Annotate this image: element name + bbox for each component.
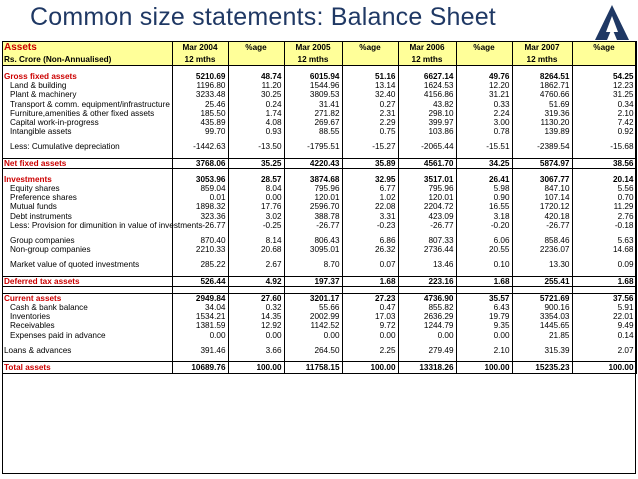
row-value: 7.42 bbox=[572, 118, 636, 127]
row-value: 35.89 bbox=[342, 158, 398, 168]
row-value: 2002.99 bbox=[284, 312, 342, 321]
row-value: 1381.59 bbox=[172, 321, 228, 330]
row-value: 12.92 bbox=[228, 321, 284, 330]
section-row bbox=[2, 158, 636, 168]
table-row bbox=[2, 303, 636, 312]
row-value: 35.25 bbox=[228, 158, 284, 168]
row-value: 315.39 bbox=[512, 346, 572, 355]
row-value: 1244.79 bbox=[398, 321, 456, 330]
row-value: 3.66 bbox=[228, 346, 284, 355]
row-label: Furniture,amenities & other fixed assets bbox=[2, 109, 172, 118]
row-value: 11.20 bbox=[228, 81, 284, 90]
row-value: 1534.21 bbox=[172, 312, 228, 321]
row-value: 0.75 bbox=[342, 127, 398, 136]
row-label: Land & building bbox=[2, 81, 172, 90]
row-value: 795.96 bbox=[398, 184, 456, 193]
row-value: 10689.76 bbox=[172, 362, 228, 374]
row-value: 48.74 bbox=[228, 72, 284, 81]
table-row bbox=[2, 118, 636, 127]
row-value: 0.32 bbox=[228, 303, 284, 312]
row-value: 25.46 bbox=[172, 100, 228, 109]
row-value: 17.76 bbox=[228, 202, 284, 211]
spacer-cell bbox=[398, 286, 456, 293]
table-row bbox=[2, 109, 636, 118]
row-value: 255.41 bbox=[512, 276, 572, 286]
header-col: %age bbox=[572, 41, 636, 54]
row-value: 870.40 bbox=[172, 236, 228, 245]
row-value: 12.23 bbox=[572, 81, 636, 90]
row-value: 420.18 bbox=[512, 212, 572, 221]
row-value: 20.68 bbox=[228, 245, 284, 254]
table-row bbox=[2, 142, 636, 151]
row-value: -13.50 bbox=[228, 142, 284, 151]
row-value: 1142.52 bbox=[284, 321, 342, 330]
page-title: Common size statements: Balance Sheet bbox=[30, 3, 496, 31]
row-value: 26.41 bbox=[456, 175, 512, 184]
balance-sheet-table bbox=[2, 41, 637, 374]
row-value: 0.01 bbox=[172, 193, 228, 202]
row-value: -26.77 bbox=[284, 221, 342, 230]
row-value: 2736.44 bbox=[398, 245, 456, 254]
row-value: 9.35 bbox=[456, 321, 512, 330]
row-value: 2.24 bbox=[456, 109, 512, 118]
row-value: 0.90 bbox=[456, 193, 512, 202]
row-value: 0.00 bbox=[228, 193, 284, 202]
row-value: 0.00 bbox=[228, 331, 284, 340]
row-value: 3809.53 bbox=[284, 90, 342, 99]
table-row bbox=[2, 81, 636, 90]
row-value: 6.43 bbox=[456, 303, 512, 312]
row-value: 1196.80 bbox=[172, 81, 228, 90]
row-label: Investments bbox=[2, 175, 172, 184]
row-value: 526.44 bbox=[172, 276, 228, 286]
row-value: -2389.54 bbox=[512, 142, 572, 151]
row-label: Preference shares bbox=[2, 193, 172, 202]
row-value: 1862.71 bbox=[512, 81, 572, 90]
row-value: 0.34 bbox=[572, 100, 636, 109]
row-value: 2210.33 bbox=[172, 245, 228, 254]
row-value: 8.04 bbox=[228, 184, 284, 193]
row-value: 27.60 bbox=[228, 293, 284, 303]
row-value: -26.77 bbox=[398, 221, 456, 230]
row-value: 28.57 bbox=[228, 175, 284, 184]
row-value: 20.55 bbox=[456, 245, 512, 254]
row-value: 0.00 bbox=[284, 331, 342, 340]
row-value: 285.22 bbox=[172, 260, 228, 269]
row-value: -26.77 bbox=[512, 221, 572, 230]
row-value: -15.27 bbox=[342, 142, 398, 151]
row-value: 34.25 bbox=[456, 158, 512, 168]
section-row bbox=[2, 276, 636, 286]
table-row bbox=[2, 90, 636, 99]
row-label: Net fixed assets bbox=[2, 158, 172, 168]
row-value: 5.91 bbox=[572, 303, 636, 312]
row-value: 1.02 bbox=[342, 193, 398, 202]
row-value: 0.33 bbox=[456, 100, 512, 109]
row-value: 22.08 bbox=[342, 202, 398, 211]
header-col: Mar 2007 bbox=[512, 41, 572, 54]
row-value: 13318.26 bbox=[398, 362, 456, 374]
row-value: 13.14 bbox=[342, 81, 398, 90]
row-value: 8.70 bbox=[284, 260, 342, 269]
row-label: Equity shares bbox=[2, 184, 172, 193]
row-value: 391.46 bbox=[172, 346, 228, 355]
row-label: Receivables bbox=[2, 321, 172, 330]
row-label: Market value of quoted investments bbox=[2, 260, 172, 269]
header-col: Mar 2006 bbox=[398, 41, 456, 54]
row-value: 323.36 bbox=[172, 212, 228, 221]
table-row bbox=[2, 221, 636, 230]
row-value: 2.76 bbox=[572, 212, 636, 221]
table-row bbox=[2, 184, 636, 193]
table-row bbox=[2, 236, 636, 245]
row-value: 100.00 bbox=[572, 362, 636, 374]
row-value: 15235.23 bbox=[512, 362, 572, 374]
table-row bbox=[2, 346, 636, 355]
row-value: 185.50 bbox=[172, 109, 228, 118]
row-value: 5210.69 bbox=[172, 72, 228, 81]
row-value: 197.37 bbox=[284, 276, 342, 286]
row-value: 34.04 bbox=[172, 303, 228, 312]
row-value: 31.25 bbox=[572, 90, 636, 99]
row-value: 21.85 bbox=[512, 331, 572, 340]
row-label: Gross fixed assets bbox=[2, 72, 172, 81]
row-value: 269.67 bbox=[284, 118, 342, 127]
row-value: 4220.43 bbox=[284, 158, 342, 168]
spacer-cell bbox=[342, 286, 398, 293]
row-value: -0.23 bbox=[342, 221, 398, 230]
row-value: 2636.29 bbox=[398, 312, 456, 321]
row-value: 8264.51 bbox=[512, 72, 572, 81]
row-value: 30.25 bbox=[228, 90, 284, 99]
row-value: 35.57 bbox=[456, 293, 512, 303]
row-value: 2.10 bbox=[456, 346, 512, 355]
row-value: 5.56 bbox=[572, 184, 636, 193]
row-value: 795.96 bbox=[284, 184, 342, 193]
table-row bbox=[2, 127, 636, 136]
row-value: 107.14 bbox=[512, 193, 572, 202]
row-value: 100.00 bbox=[342, 362, 398, 374]
subheader-col bbox=[572, 54, 636, 66]
row-value: 1.68 bbox=[342, 276, 398, 286]
row-value: 26.32 bbox=[342, 245, 398, 254]
row-value: 0.93 bbox=[228, 127, 284, 136]
row-value: 0.07 bbox=[342, 260, 398, 269]
row-value: 6.86 bbox=[342, 236, 398, 245]
section-row bbox=[2, 293, 636, 303]
table-row bbox=[2, 312, 636, 321]
row-label: Cash & bank balance bbox=[2, 303, 172, 312]
row-value: 5721.69 bbox=[512, 293, 572, 303]
row-value: 4736.90 bbox=[398, 293, 456, 303]
row-value: 423.09 bbox=[398, 212, 456, 221]
row-label: Debt instruments bbox=[2, 212, 172, 221]
subheader-col bbox=[228, 54, 284, 66]
table-row bbox=[2, 212, 636, 221]
row-value: 55.66 bbox=[284, 303, 342, 312]
row-value: 847.10 bbox=[512, 184, 572, 193]
row-value: 31.41 bbox=[284, 100, 342, 109]
spacer-cell bbox=[172, 286, 228, 293]
section-row bbox=[2, 72, 636, 81]
table-row bbox=[2, 321, 636, 330]
total-row bbox=[2, 362, 636, 374]
row-value: 9.49 bbox=[572, 321, 636, 330]
table-row bbox=[2, 331, 636, 340]
row-value: 3768.06 bbox=[172, 158, 228, 168]
row-value: 0.27 bbox=[342, 100, 398, 109]
row-label: Deferred tax assets bbox=[2, 276, 172, 286]
table-row bbox=[2, 245, 636, 254]
row-value: 37.56 bbox=[572, 293, 636, 303]
row-value: 1898.32 bbox=[172, 202, 228, 211]
row-label: Non-group companies bbox=[2, 245, 172, 254]
row-label: Capital work-in-progress bbox=[2, 118, 172, 127]
row-value: 0.47 bbox=[342, 303, 398, 312]
row-value: 388.78 bbox=[284, 212, 342, 221]
row-value: 3.00 bbox=[456, 118, 512, 127]
row-label: Expenses paid in advance bbox=[2, 331, 172, 340]
row-value: -2065.44 bbox=[398, 142, 456, 151]
row-value: 1624.53 bbox=[398, 81, 456, 90]
row-value: -15.68 bbox=[572, 142, 636, 151]
row-value: 900.16 bbox=[512, 303, 572, 312]
row-value: 6.77 bbox=[342, 184, 398, 193]
row-value: 0.00 bbox=[172, 331, 228, 340]
row-value: 2.67 bbox=[228, 260, 284, 269]
row-value: 0.78 bbox=[456, 127, 512, 136]
row-value: 54.25 bbox=[572, 72, 636, 81]
row-value: 4561.70 bbox=[398, 158, 456, 168]
row-value: -0.25 bbox=[228, 221, 284, 230]
row-value: 2596.70 bbox=[284, 202, 342, 211]
row-value: 11758.15 bbox=[284, 362, 342, 374]
spacer-row bbox=[2, 286, 636, 293]
row-value: 2.10 bbox=[572, 109, 636, 118]
header-row bbox=[2, 41, 636, 54]
row-value: 2204.72 bbox=[398, 202, 456, 211]
spacer-cell bbox=[2, 286, 172, 293]
row-value: 4760.66 bbox=[512, 90, 572, 99]
row-value: 0.00 bbox=[398, 331, 456, 340]
table-row bbox=[2, 260, 636, 269]
row-value: 8.14 bbox=[228, 236, 284, 245]
row-value: -0.20 bbox=[456, 221, 512, 230]
row-value: 3095.01 bbox=[284, 245, 342, 254]
row-value: 5.63 bbox=[572, 236, 636, 245]
row-value: 1130.20 bbox=[512, 118, 572, 127]
row-value: 0.92 bbox=[572, 127, 636, 136]
row-value: 32.95 bbox=[342, 175, 398, 184]
row-value: 1720.12 bbox=[512, 202, 572, 211]
row-value: 1.68 bbox=[572, 276, 636, 286]
row-label: Loans & advances bbox=[2, 346, 172, 355]
row-value: 2.07 bbox=[572, 346, 636, 355]
row-value: 27.23 bbox=[342, 293, 398, 303]
row-value: 807.33 bbox=[398, 236, 456, 245]
row-value: 49.76 bbox=[456, 72, 512, 81]
row-value: 100.00 bbox=[228, 362, 284, 374]
row-label: Less: Provision for dimunition in value of investments bbox=[2, 221, 172, 230]
spacer-cell bbox=[512, 286, 572, 293]
row-value: 14.35 bbox=[228, 312, 284, 321]
spacer-cell bbox=[572, 286, 636, 293]
spacer-cell bbox=[228, 286, 284, 293]
row-value: 32.40 bbox=[342, 90, 398, 99]
row-value: 319.36 bbox=[512, 109, 572, 118]
row-value: 0.09 bbox=[572, 260, 636, 269]
row-value: 0.24 bbox=[228, 100, 284, 109]
row-value: 4156.86 bbox=[398, 90, 456, 99]
row-value: 120.01 bbox=[284, 193, 342, 202]
row-value: 16.55 bbox=[456, 202, 512, 211]
row-value: 3874.68 bbox=[284, 175, 342, 184]
header-label: Assets bbox=[2, 41, 172, 54]
spacer-cell bbox=[456, 286, 512, 293]
subheader-col bbox=[456, 54, 512, 66]
row-value: 11.29 bbox=[572, 202, 636, 211]
row-value: 2.25 bbox=[342, 346, 398, 355]
row-value: -26.77 bbox=[172, 221, 228, 230]
row-value: 435.89 bbox=[172, 118, 228, 127]
row-value: 9.72 bbox=[342, 321, 398, 330]
row-value: 139.89 bbox=[512, 127, 572, 136]
row-label: Group companies bbox=[2, 236, 172, 245]
row-value: 99.70 bbox=[172, 127, 228, 136]
subheader-col: 12 mths bbox=[284, 54, 342, 66]
row-value: 6015.94 bbox=[284, 72, 342, 81]
row-value: 4.92 bbox=[228, 276, 284, 286]
row-value: 298.10 bbox=[398, 109, 456, 118]
row-value: 1.74 bbox=[228, 109, 284, 118]
row-value: 5.98 bbox=[456, 184, 512, 193]
row-value: 3053.96 bbox=[172, 175, 228, 184]
row-value: 0.00 bbox=[342, 331, 398, 340]
row-value: -1442.63 bbox=[172, 142, 228, 151]
row-label: Mutual funds bbox=[2, 202, 172, 211]
spacer-cell bbox=[284, 286, 342, 293]
row-value: 13.30 bbox=[512, 260, 572, 269]
row-value: 0.70 bbox=[572, 193, 636, 202]
row-value: 858.46 bbox=[512, 236, 572, 245]
triangle-logo-icon bbox=[592, 2, 632, 42]
row-value: 19.79 bbox=[456, 312, 512, 321]
row-value: -0.18 bbox=[572, 221, 636, 230]
row-value: 859.04 bbox=[172, 184, 228, 193]
row-value: 806.43 bbox=[284, 236, 342, 245]
row-value: 0.10 bbox=[456, 260, 512, 269]
header-col: %age bbox=[456, 41, 512, 54]
row-label: Less: Cumulative depreciation bbox=[2, 142, 172, 151]
row-value: 2949.84 bbox=[172, 293, 228, 303]
subheader-col: 12 mths bbox=[172, 54, 228, 66]
row-value: 51.69 bbox=[512, 100, 572, 109]
row-value: 13.46 bbox=[398, 260, 456, 269]
subheader-label: Rs. Crore (Non-Annualised) bbox=[2, 54, 172, 66]
row-value: 2.29 bbox=[342, 118, 398, 127]
row-value: -1795.51 bbox=[284, 142, 342, 151]
row-value: 38.56 bbox=[572, 158, 636, 168]
row-value: 3.31 bbox=[342, 212, 398, 221]
subheader-col: 12 mths bbox=[398, 54, 456, 66]
row-value: 31.21 bbox=[456, 90, 512, 99]
row-label: Transport & comm. equipment/infrastructure bbox=[2, 100, 172, 109]
row-value: 3201.17 bbox=[284, 293, 342, 303]
row-value: 4.08 bbox=[228, 118, 284, 127]
table-row bbox=[2, 100, 636, 109]
row-value: 5874.97 bbox=[512, 158, 572, 168]
row-value: 3.18 bbox=[456, 212, 512, 221]
row-value: 3517.01 bbox=[398, 175, 456, 184]
row-value: 22.01 bbox=[572, 312, 636, 321]
row-label: Intangible assets bbox=[2, 127, 172, 136]
row-value: 6.06 bbox=[456, 236, 512, 245]
header-col: Mar 2004 bbox=[172, 41, 228, 54]
row-value: 399.97 bbox=[398, 118, 456, 127]
row-value: 88.55 bbox=[284, 127, 342, 136]
header-col: %age bbox=[228, 41, 284, 54]
row-value: 20.14 bbox=[572, 175, 636, 184]
row-value: 279.49 bbox=[398, 346, 456, 355]
row-value: 120.01 bbox=[398, 193, 456, 202]
row-value: 855.82 bbox=[398, 303, 456, 312]
row-value: 43.82 bbox=[398, 100, 456, 109]
row-value: 1544.96 bbox=[284, 81, 342, 90]
row-value: 1.68 bbox=[456, 276, 512, 286]
row-value: 3067.77 bbox=[512, 175, 572, 184]
row-value: 1445.65 bbox=[512, 321, 572, 330]
row-label: Current assets bbox=[2, 293, 172, 303]
subheader-col: 12 mths bbox=[512, 54, 572, 66]
row-value: 0.14 bbox=[572, 331, 636, 340]
subheader-row bbox=[2, 54, 636, 66]
row-value: -15.51 bbox=[456, 142, 512, 151]
row-label: Plant & machinery bbox=[2, 90, 172, 99]
table-row bbox=[2, 193, 636, 202]
row-value: 17.03 bbox=[342, 312, 398, 321]
row-value: 100.00 bbox=[456, 362, 512, 374]
header-col: %age bbox=[342, 41, 398, 54]
row-value: 3354.03 bbox=[512, 312, 572, 321]
row-label: Total assets bbox=[2, 362, 172, 374]
row-value: 51.16 bbox=[342, 72, 398, 81]
table-row bbox=[2, 202, 636, 211]
row-value: 271.82 bbox=[284, 109, 342, 118]
row-value: 3.02 bbox=[228, 212, 284, 221]
row-value: 14.68 bbox=[572, 245, 636, 254]
header-col: Mar 2005 bbox=[284, 41, 342, 54]
row-value: 2236.07 bbox=[512, 245, 572, 254]
row-label: Inventories bbox=[2, 312, 172, 321]
row-value: 12.20 bbox=[456, 81, 512, 90]
row-value: 6627.14 bbox=[398, 72, 456, 81]
row-value: 223.16 bbox=[398, 276, 456, 286]
row-value: 3233.48 bbox=[172, 90, 228, 99]
row-value: 264.50 bbox=[284, 346, 342, 355]
row-value: 0.00 bbox=[456, 331, 512, 340]
row-value: 2.31 bbox=[342, 109, 398, 118]
row-value: 103.86 bbox=[398, 127, 456, 136]
subheader-col bbox=[342, 54, 398, 66]
section-row bbox=[2, 175, 636, 184]
